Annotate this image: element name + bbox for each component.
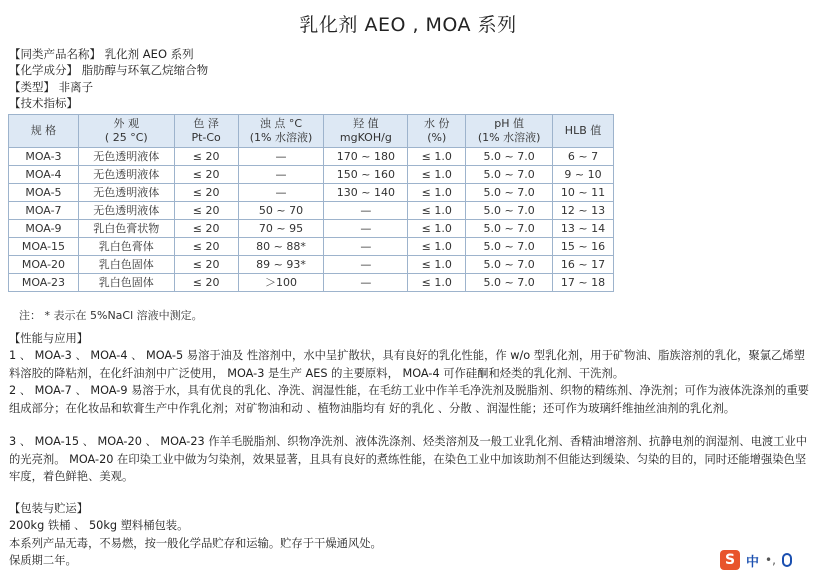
table-cell: 5.0 ~ 7.0 — [466, 220, 553, 238]
table-cell: ≤ 1.0 — [408, 220, 466, 238]
table-cell: 无色透明液体 — [78, 166, 174, 184]
table-cell: MOA-3 — [9, 148, 79, 166]
table-cell: ≤ 20 — [174, 256, 238, 274]
table-cell: 70 ~ 95 — [238, 220, 324, 238]
table-row — [9, 202, 614, 220]
composition-value: 脂肪醇与环氧乙烷缩合物 — [81, 63, 209, 77]
table-cell: 50 ~ 70 — [238, 202, 324, 220]
table-row — [9, 256, 614, 274]
table-cell: — — [238, 166, 324, 184]
table-cell: 6 ~ 7 — [553, 148, 614, 166]
table-cell: 乳白色膏状物 — [78, 220, 174, 238]
table-cell: 10 ~ 11 — [553, 184, 614, 202]
table-cell: 5.0 ~ 7.0 — [466, 274, 553, 292]
composition-label: 【化学成分】 — [9, 63, 78, 77]
ime-toolbar[interactable] — [720, 548, 816, 572]
table-cell: — — [324, 202, 408, 220]
table-cell: 89 ~ 93* — [238, 256, 324, 274]
col-header-appearance: 外 观 ( 25 °C) — [78, 115, 174, 148]
product-name-label: 【同类产品名称】 — [9, 47, 101, 61]
table-cell: 5.0 ~ 7.0 — [466, 148, 553, 166]
type-label: 【类型】 — [9, 80, 55, 94]
table-cell: 5.0 ~ 7.0 — [466, 202, 553, 220]
col-header-moisture: 水 份 (%) — [408, 115, 466, 148]
table-cell: 13 ~ 14 — [553, 220, 614, 238]
table-row — [9, 184, 614, 202]
performance-label: 【性能与应用】 — [9, 332, 89, 345]
type-value: 非离子 — [58, 80, 94, 94]
table-row — [9, 148, 614, 166]
table-cell: 15 ~ 16 — [553, 238, 614, 256]
table-cell: — — [324, 220, 408, 238]
table-cell: — — [324, 274, 408, 292]
col-header-cloud-point: 浊 点 °C (1% 水溶液) — [238, 115, 324, 148]
table-cell: ≤ 1.0 — [408, 256, 466, 274]
page-title: 乳化剂 AEO , MOA 系列 — [299, 14, 517, 36]
table-cell: ≤ 1.0 — [408, 238, 466, 256]
table-cell: MOA-23 — [9, 274, 79, 292]
type-line — [9, 80, 93, 95]
packaging-label: 【包装与贮运】 — [9, 502, 89, 515]
spec-table — [8, 114, 614, 292]
table-cell: — — [324, 256, 408, 274]
table-cell: ≤ 20 — [174, 238, 238, 256]
table-row — [9, 274, 614, 292]
col-header-hydroxyl: 羟 值 mgKOH/g — [324, 115, 408, 148]
table-header-row — [9, 115, 614, 148]
ime-punctuation-toggle[interactable]: •, — [765, 553, 776, 567]
col-header-hlb: HLB 值 — [553, 115, 614, 148]
product-name-value: 乳化剂 AEO 系列 — [104, 47, 194, 61]
packaging-line-3: 保质期二年。 — [9, 554, 77, 567]
table-cell: MOA-5 — [9, 184, 79, 202]
ime-language-toggle[interactable]: 中 — [746, 554, 760, 570]
table-cell: 乳白色固体 — [78, 274, 174, 292]
table-cell: ≤ 20 — [174, 148, 238, 166]
col-header-color: 色 泽 Pt-Co — [174, 115, 238, 148]
table-cell: ≤ 1.0 — [408, 202, 466, 220]
table-cell: ≤ 1.0 — [408, 148, 466, 166]
performance-paragraph-2: 2 、 MOA-7 、 MOA-9 易溶于水，具有优良的乳化、净洗、润湿性能，在毛纺工业中作羊毛净洗剂及脱脂剂、织物的精练剂、净洗剂；可作为液体洗涤剂的重要组成部分；在化妆品和软膏生产中作乳化剂；对矿物油和动 、植物油脂均有 好的乳化 、分散 、润湿性能；还可作为玻璃纤维抽丝油剂的乳化剂。 — [9, 384, 809, 415]
table-cell: 17 ~ 18 — [553, 274, 614, 292]
table-cell: 130 ~ 140 — [324, 184, 408, 202]
microphone-icon[interactable] — [782, 553, 792, 567]
table-cell: ≤ 20 — [174, 220, 238, 238]
performance-paragraph-3: 3 、 MOA-15 、 MOA-20 、 MOA-23 作羊毛脱脂剂、织物净洗剂、液体洗涤剂、烃类溶剂及一般工业乳化剂、香精油增溶剂、抗静电剂的润湿剂、电渡工业中的光亮剂。 MOA-20 在印染工业中做为匀染剂，效果显著，且具有良好的煮练性能，在染色工业中加该助剂不但能达到缓染、匀染的目的，同时还能增强染色坚牢度，着色鲜艳、美观。 — [9, 435, 808, 483]
performance-paragraph-1: 1 、 MOA-3 、 MOA-4 、 MOA-5 易溶于油及 性溶剂中，水中呈扩散状，具有良好的乳化性能，作 w/o 型乳化剂，用于矿物油、脂族溶剂的乳化，聚氯乙烯塑料溶胶的降粘剂，在化纤油剂中广泛使用， MOA-3 是生产 AES 的主要原料， MOA-4 可作硅酮和烃类的乳化剂、干洗剂。 — [9, 349, 805, 380]
table-cell: 80 ~ 88* — [238, 238, 324, 256]
table-cell: 5.0 ~ 7.0 — [466, 238, 553, 256]
table-cell: 12 ~ 13 — [553, 202, 614, 220]
table-cell: 无色透明液体 — [78, 148, 174, 166]
table-cell: MOA-7 — [9, 202, 79, 220]
table-cell: MOA-20 — [9, 256, 79, 274]
packaging-line-2: 本系列产品无毒，不易燃，按一般化学品贮存和运输。贮存于干燥通风处。 — [9, 537, 382, 550]
table-cell: 16 ~ 17 — [553, 256, 614, 274]
spec-label: 【技术指标】 — [9, 96, 78, 110]
table-cell: 无色透明液体 — [78, 202, 174, 220]
table-cell: — — [324, 238, 408, 256]
table-cell: MOA-15 — [9, 238, 79, 256]
table-note: 注： * 表示在 5%NaCl 溶液中测定。 — [19, 309, 203, 322]
table-row — [9, 238, 614, 256]
table-cell: MOA-9 — [9, 220, 79, 238]
table-cell: ≤ 20 — [174, 202, 238, 220]
table-cell: 170 ~ 180 — [324, 148, 408, 166]
table-cell: 5.0 ~ 7.0 — [466, 166, 553, 184]
product-name-line — [9, 47, 194, 62]
table-cell: 5.0 ~ 7.0 — [466, 184, 553, 202]
table-cell: ≤ 1.0 — [408, 184, 466, 202]
table-cell: 150 ~ 160 — [324, 166, 408, 184]
table-cell: ≤ 20 — [174, 274, 238, 292]
table-cell: MOA-4 — [9, 166, 79, 184]
table-cell: ≤ 1.0 — [408, 274, 466, 292]
table-cell: ≤ 20 — [174, 166, 238, 184]
table-cell: 无色透明液体 — [78, 184, 174, 202]
table-cell: 9 ~ 10 — [553, 166, 614, 184]
table-cell: ＞100 — [238, 274, 324, 292]
table-cell: — — [238, 148, 324, 166]
table-cell: 5.0 ~ 7.0 — [466, 256, 553, 274]
table-cell: ≤ 1.0 — [408, 166, 466, 184]
packaging-line-1: 200kg 铁桶 、 50kg 塑料桶包装。 — [9, 519, 189, 532]
composition-line — [9, 63, 208, 78]
table-cell: — — [238, 184, 324, 202]
table-cell: ≤ 20 — [174, 184, 238, 202]
table-cell: 乳白色固体 — [78, 256, 174, 274]
sogou-logo-icon[interactable]: S — [720, 550, 740, 570]
table-row — [9, 166, 614, 184]
col-header-spec: 规 格 — [9, 115, 79, 148]
table-cell: 乳白色膏体 — [78, 238, 174, 256]
table-row — [9, 220, 614, 238]
col-header-ph: pH 值 (1% 水溶液) — [466, 115, 553, 148]
